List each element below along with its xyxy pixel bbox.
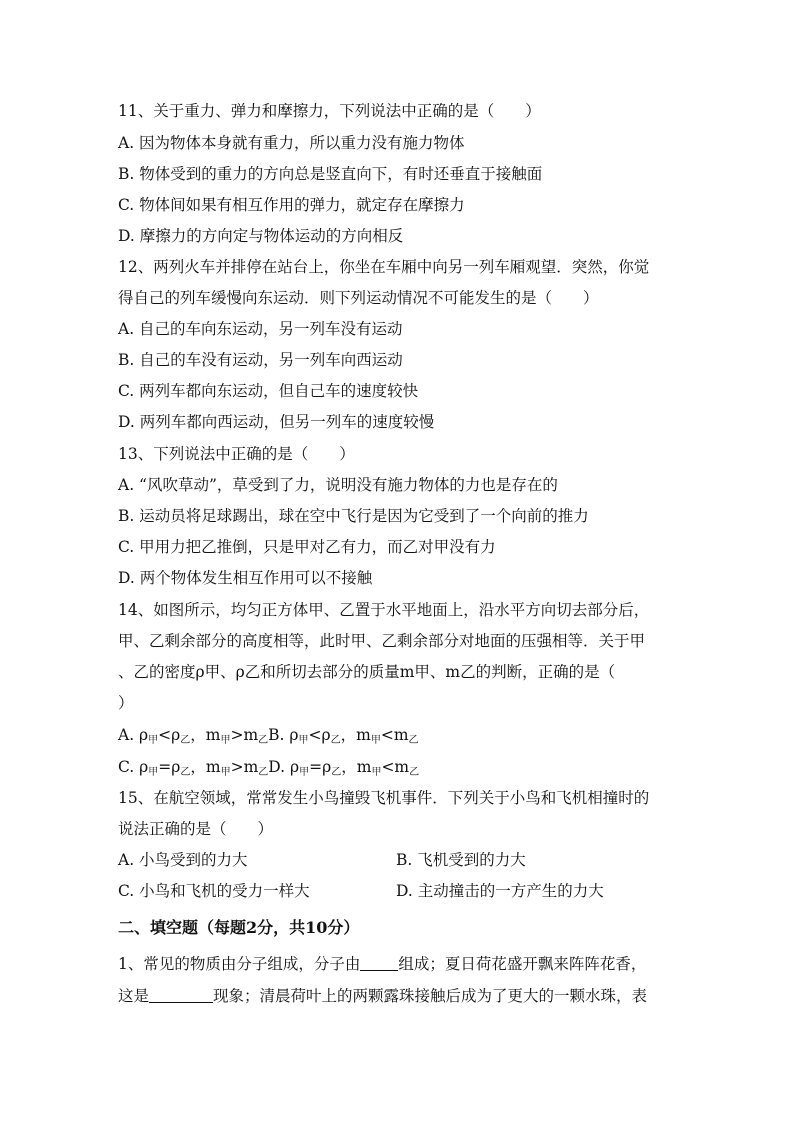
question-12-option-b: B. 自己的车没有运动，另一列车向西运动	[118, 351, 403, 369]
question-15-stem-line1: 15、在航空领域，常常发生小鸟撞毁飞机事件．下列关于小鸟和飞机相撞时的	[118, 789, 650, 807]
fill-1-line1: 1、常见的物质由分子组成，分子由 组成；夏日荷花盛开飘来阵阵花香，	[118, 955, 647, 973]
question-12-stem-line1: 12、两列火车并排停在站台上，你坐在车厢中向另一列车厢观望．突然，你觉	[118, 258, 650, 276]
question-13-stem: 13、下列说法中正确的是（ ）	[118, 445, 355, 463]
question-15-option-a: A. 小鸟受到的力大	[118, 851, 248, 869]
q14-option-a: A. $\rho_甲<\rho_乙$，$m_甲>m_乙$	[118, 726, 269, 746]
fill-blank-1[interactable]	[360, 956, 398, 971]
question-14-options-cd	[118, 757, 419, 783]
q14-option-d: D. $\rho_甲=\rho_乙$，$m_甲<m_乙$	[268, 758, 420, 778]
question-15-stem-line2: 说法正确的是（ ）	[118, 820, 274, 838]
question-12-stem-line2: 得自己的列车缓慢向东运动．则下列运动情况不可能发生的是（ ）	[118, 289, 599, 307]
q14-option-c: C. $\rho_甲=\rho_乙$，$m_甲>m_乙$	[118, 758, 269, 778]
question-13-option-b: B. 运动员将足球踢出，球在空中飞行是因为它受到了一个向前的推力	[118, 507, 589, 525]
question-11-option-b: B. 物体受到的重力的方向总是竖直向下，有时还垂直于接触面	[118, 165, 543, 183]
question-15-option-d: D. 主动撞击的一方产生的力大	[396, 882, 604, 900]
fill-1-line2: 这是 现象；清晨荷叶上的两颗露珠接触后成为了更大的一颗水珠，表	[118, 987, 648, 1005]
section-2-heading: 二、填空题（每题2分，共10分）	[118, 918, 360, 937]
question-14-stem-line4: ）	[118, 694, 134, 712]
question-11-option-a: A. 因为物体本身就有重力，所以重力没有施力物体	[118, 134, 465, 152]
question-15-option-b: B. 飞机受到的力大	[396, 851, 526, 869]
question-14-options-ab	[118, 725, 419, 751]
question-12-option-a: A. 自己的车向东运动，另一列车没有运动	[118, 320, 403, 338]
question-13-option-a: A. “风吹草动”，草受到了力，说明没有施力物体的力也是存在的	[118, 476, 558, 494]
question-11-option-d: D. 摩擦力的方向定与物体运动的方向相反	[118, 227, 404, 245]
question-14-stem-line2: 甲、乙剩余部分的高度相等，此时甲、乙剩余部分对地面的压强相等．关于甲	[118, 632, 646, 650]
fill-blank-2[interactable]	[149, 988, 213, 1003]
question-11-option-c: C. 物体间如果有相互作用的弹力，就定存在摩擦力	[118, 196, 465, 214]
question-11-stem: 11、关于重力、弹力和摩擦力，下列说法中正确的是（ ）	[118, 102, 541, 120]
question-12-option-d: D. 两列车都向西运动，但另一列车的速度较慢	[118, 413, 435, 431]
question-14-stem-line1: 14、如图所示，均匀正方体甲、乙置于水平地面上，沿水平方向切去部分后，	[118, 601, 650, 619]
q14-option-b: B. $\rho_甲<\rho_乙$，$m_甲<m_乙$	[268, 726, 419, 746]
question-14-stem-line3: 、乙的密度ρ甲、ρ乙和所切去部分的质量m甲、m乙的判断，正确的是（	[118, 663, 616, 681]
question-13-option-c: C. 甲用力把乙推倒，只是甲对乙有力，而乙对甲没有力	[118, 538, 496, 556]
question-13-option-d: D. 两个物体发生相互作用可以不接触	[118, 569, 373, 587]
question-12-option-c: C. 两列车都向东运动，但自己车的速度较快	[118, 382, 419, 400]
question-15-option-c: C. 小鸟和飞机的受力一样大	[118, 882, 310, 900]
